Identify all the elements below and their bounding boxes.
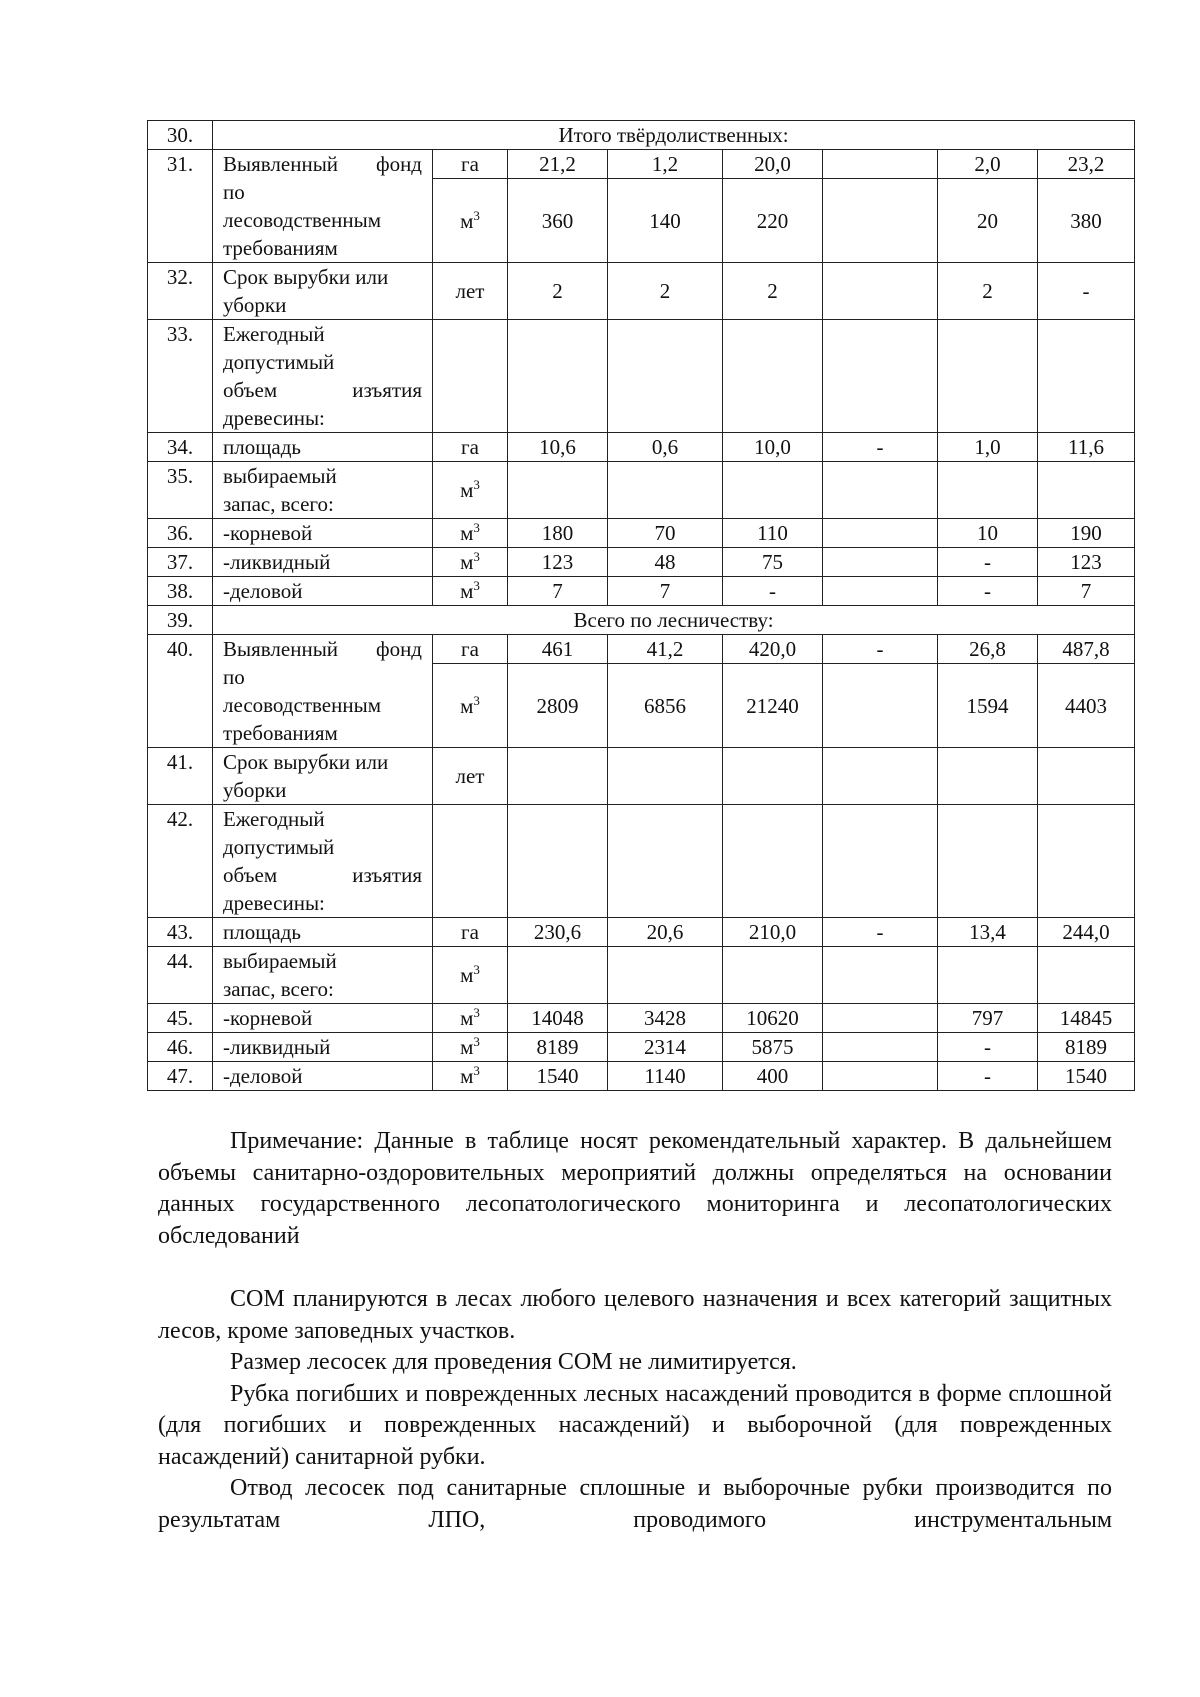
table-row <box>148 947 1135 1004</box>
value-cell: - <box>1038 263 1135 320</box>
row-name-line: площадь <box>223 920 301 944</box>
row-name-cell <box>213 150 433 263</box>
value-cell <box>608 748 723 805</box>
value-cell <box>723 805 823 918</box>
unit-cell <box>433 805 508 918</box>
row-name-cell <box>213 1062 433 1091</box>
value-cell: 420,0 <box>723 635 823 664</box>
value-cell <box>823 1062 938 1091</box>
row-name-cell <box>213 635 433 748</box>
value-cell: 7 <box>508 577 608 606</box>
value-cell: 1594 <box>938 664 1038 748</box>
value-cell <box>823 577 938 606</box>
value-cell: 380 <box>1038 179 1135 263</box>
row-name-line: древесины: <box>223 891 325 915</box>
value-cell <box>1038 320 1135 433</box>
unit-text: м <box>460 693 474 718</box>
section-row <box>148 121 1135 150</box>
row-name-line: запас, всего: <box>223 977 334 1001</box>
value-cell <box>823 664 938 748</box>
row-name-line: -деловой <box>223 579 303 603</box>
unit-text: м <box>460 550 474 574</box>
row-name-line: Выявленный фонд <box>223 152 422 176</box>
value-cell: - <box>938 577 1038 606</box>
unit-text: га <box>461 637 479 661</box>
value-cell: 123 <box>508 548 608 577</box>
unit-cell <box>433 918 508 947</box>
value-cell: 3428 <box>608 1004 723 1033</box>
value-cell: 210,0 <box>723 918 823 947</box>
paragraph-allotment: Отвод лесосек под санитарные сплошные и выборочные рубки производится по результатам ЛПО, проводимого инструментальным <box>158 1475 1112 1533</box>
value-cell <box>508 947 608 1004</box>
row-name-line: Срок вырубки или <box>223 750 389 774</box>
value-cell: 360 <box>508 179 608 263</box>
row-name-cell <box>213 433 433 462</box>
unit-text: м <box>460 1064 474 1088</box>
row-name-line: лесоводственным <box>223 208 381 232</box>
unit-superscript: 3 <box>473 477 480 492</box>
value-cell <box>823 748 938 805</box>
value-cell: - <box>823 635 938 664</box>
value-cell <box>823 263 938 320</box>
value-cell: 220 <box>723 179 823 263</box>
value-cell: 230,6 <box>508 918 608 947</box>
value-cell <box>508 462 608 519</box>
unit-text: м <box>460 208 474 233</box>
paragraph-felling-form: Рубка погибших и поврежденных лесных насаждений проводится в форме сплошной (для погибших и поврежденных насаждений) и выборочной (для поврежденных насаждений) санитарной рубки. <box>158 1380 1112 1470</box>
unit-cell <box>433 320 508 433</box>
value-cell <box>823 1033 938 1062</box>
value-cell: 2,0 <box>938 150 1038 179</box>
value-cell: - <box>823 433 938 462</box>
unit-cell <box>433 748 508 805</box>
unit-text: м <box>460 1006 474 1030</box>
value-cell: 6856 <box>608 664 723 748</box>
row-number: 37. <box>148 548 213 577</box>
unit-text: м <box>460 478 474 502</box>
unit-cell <box>433 179 508 263</box>
row-number: 47. <box>148 1062 213 1091</box>
unit-superscript: 3 <box>473 1063 480 1078</box>
value-cell: 7 <box>608 577 723 606</box>
unit-cell <box>433 263 508 320</box>
row-name-cell <box>213 263 433 320</box>
row-name-cell <box>213 1004 433 1033</box>
value-cell: 1540 <box>1038 1062 1135 1091</box>
value-cell: 487,8 <box>1038 635 1135 664</box>
value-cell: 10 <box>938 519 1038 548</box>
value-cell <box>508 805 608 918</box>
unit-text: м <box>460 1035 474 1059</box>
unit-text: м <box>460 963 474 987</box>
value-cell <box>938 947 1038 1004</box>
section-title: Всего по лесничеству: <box>213 606 1135 635</box>
value-cell: 26,8 <box>938 635 1038 664</box>
table-row <box>148 263 1135 320</box>
value-cell <box>823 548 938 577</box>
value-cell: 10620 <box>723 1004 823 1033</box>
row-name-line: -ликвидный <box>223 1035 331 1059</box>
value-cell: 180 <box>508 519 608 548</box>
value-cell: 13,4 <box>938 918 1038 947</box>
row-name-line: уборки <box>223 293 287 317</box>
row-name-line: требованиям <box>223 721 338 745</box>
value-cell: - <box>823 918 938 947</box>
value-cell: - <box>938 1062 1038 1091</box>
unit-superscript: 3 <box>473 1005 480 1020</box>
value-cell <box>508 748 608 805</box>
row-number: 30. <box>148 121 213 150</box>
value-cell <box>608 320 723 433</box>
unit-superscript: 3 <box>473 962 480 977</box>
value-cell <box>1038 947 1135 1004</box>
value-cell: 48 <box>608 548 723 577</box>
row-name-cell <box>213 462 433 519</box>
row-name-line: Срок вырубки или <box>223 265 389 289</box>
table-row <box>148 548 1135 577</box>
row-number: 45. <box>148 1004 213 1033</box>
value-cell: 1140 <box>608 1062 723 1091</box>
row-name-line: выбираемый <box>223 464 337 488</box>
table-row <box>148 320 1135 433</box>
unit-cell <box>433 433 508 462</box>
section-row <box>148 606 1135 635</box>
value-cell: - <box>938 1033 1038 1062</box>
row-name-cell <box>213 577 433 606</box>
forest-data-table <box>147 120 1135 1091</box>
value-cell: 1540 <box>508 1062 608 1091</box>
row-number: 41. <box>148 748 213 805</box>
value-cell: 1,0 <box>938 433 1038 462</box>
unit-text: га <box>461 920 479 944</box>
row-name-cell <box>213 918 433 947</box>
value-cell: 10,6 <box>508 433 608 462</box>
row-name-cell <box>213 805 433 918</box>
table-row <box>148 577 1135 606</box>
body-text <box>158 1284 1112 1536</box>
row-number: 46. <box>148 1033 213 1062</box>
value-cell: 20,0 <box>723 150 823 179</box>
value-cell: 244,0 <box>1038 918 1135 947</box>
row-name-cell <box>213 748 433 805</box>
table-row <box>148 519 1135 548</box>
value-cell: 400 <box>723 1062 823 1091</box>
unit-superscript: 3 <box>473 520 480 535</box>
row-number: 44. <box>148 947 213 1004</box>
unit-cell <box>433 462 508 519</box>
value-cell: 41,2 <box>608 635 723 664</box>
row-name-line: выбираемый <box>223 949 337 973</box>
table-row <box>148 748 1135 805</box>
value-cell: 11,6 <box>1038 433 1135 462</box>
value-cell: - <box>938 548 1038 577</box>
value-cell: 5875 <box>723 1033 823 1062</box>
row-number: 42. <box>148 805 213 918</box>
value-cell: 10,0 <box>723 433 823 462</box>
value-cell <box>938 462 1038 519</box>
value-cell: 21,2 <box>508 150 608 179</box>
value-cell <box>823 320 938 433</box>
unit-text: лет <box>455 279 485 303</box>
value-cell: - <box>723 577 823 606</box>
unit-cell <box>433 548 508 577</box>
value-cell: 2 <box>508 263 608 320</box>
value-cell: 23,2 <box>1038 150 1135 179</box>
unit-superscript: 3 <box>473 207 480 223</box>
value-cell: 2809 <box>508 664 608 748</box>
row-name-line: требованиям <box>223 236 338 260</box>
row-number: 36. <box>148 519 213 548</box>
row-number: 34. <box>148 433 213 462</box>
row-name-line: запас, всего: <box>223 492 334 516</box>
row-number: 40. <box>148 635 213 748</box>
value-cell: 2 <box>723 263 823 320</box>
value-cell: 8189 <box>508 1033 608 1062</box>
value-cell <box>823 150 938 179</box>
value-cell: 2 <box>938 263 1038 320</box>
row-number: 43. <box>148 918 213 947</box>
unit-superscript: 3 <box>473 578 480 593</box>
value-cell: 2314 <box>608 1033 723 1062</box>
unit-cell <box>433 1033 508 1062</box>
unit-text: лет <box>455 764 485 788</box>
value-cell <box>508 320 608 433</box>
table-row <box>148 1004 1135 1033</box>
unit-text: м <box>460 521 474 545</box>
table-row <box>148 805 1135 918</box>
unit-text: м <box>460 579 474 603</box>
value-cell: 140 <box>608 179 723 263</box>
row-name-line: -корневой <box>223 521 313 545</box>
unit-cell <box>433 519 508 548</box>
value-cell: 70 <box>608 519 723 548</box>
row-name-line: -ликвидный <box>223 550 331 574</box>
value-cell: 0,6 <box>608 433 723 462</box>
value-cell <box>723 947 823 1004</box>
row-number: 33. <box>148 320 213 433</box>
value-cell <box>823 179 938 263</box>
value-cell <box>823 805 938 918</box>
value-cell <box>723 320 823 433</box>
row-name-line: древесины: <box>223 406 325 430</box>
unit-cell <box>433 664 508 748</box>
row-name-cell <box>213 947 433 1004</box>
value-cell <box>1038 748 1135 805</box>
value-cell: 2 <box>608 263 723 320</box>
value-cell <box>823 462 938 519</box>
value-cell: 21240 <box>723 664 823 748</box>
row-name-line: лесоводственным <box>223 693 381 717</box>
unit-cell <box>433 1004 508 1033</box>
value-cell: 20 <box>938 179 1038 263</box>
value-cell <box>938 805 1038 918</box>
unit-cell <box>433 947 508 1004</box>
unit-superscript: 3 <box>473 549 480 564</box>
row-name-cell <box>213 519 433 548</box>
paragraph-cutting-area-size: Размер лесосек для проведения СОМ не лимитируется. <box>230 1349 797 1375</box>
row-name-line: допустимый <box>223 350 335 374</box>
table-row <box>148 1062 1135 1091</box>
note-paragraph-block <box>158 1126 1112 1252</box>
unit-cell <box>433 635 508 664</box>
value-cell: 8189 <box>1038 1033 1135 1062</box>
table-row <box>148 433 1135 462</box>
row-number: 38. <box>148 577 213 606</box>
value-cell <box>823 947 938 1004</box>
row-name-line: Ежегодный <box>223 322 325 346</box>
value-cell: 110 <box>723 519 823 548</box>
row-name-cell <box>213 320 433 433</box>
value-cell: 797 <box>938 1004 1038 1033</box>
row-name-line: уборки <box>223 778 287 802</box>
value-cell <box>608 462 723 519</box>
value-cell: 123 <box>1038 548 1135 577</box>
value-cell <box>723 748 823 805</box>
value-cell: 14048 <box>508 1004 608 1033</box>
row-name-cell <box>213 548 433 577</box>
row-name-line: Выявленный фонд <box>223 637 422 661</box>
value-cell <box>1038 462 1135 519</box>
row-number: 31. <box>148 150 213 263</box>
value-cell: 461 <box>508 635 608 664</box>
table-body <box>148 121 1135 1091</box>
paragraph-som-planning: СОМ планируются в лесах любого целевого назначения и всех категорий защитных лесов, кроме заповедных участков. <box>158 1286 1112 1344</box>
row-name-line: объем изъятия <box>223 863 422 887</box>
value-cell: 1,2 <box>608 150 723 179</box>
value-cell: 190 <box>1038 519 1135 548</box>
row-name-line: по <box>223 180 245 204</box>
unit-superscript: 3 <box>473 1034 480 1049</box>
value-cell: 14845 <box>1038 1004 1135 1033</box>
table-row <box>148 635 1135 664</box>
value-cell: 4403 <box>1038 664 1135 748</box>
row-name-line: -корневой <box>223 1006 313 1030</box>
value-cell <box>723 462 823 519</box>
section-title: Итого твёрдолиственных: <box>213 121 1135 150</box>
value-cell: 75 <box>723 548 823 577</box>
unit-cell <box>433 1062 508 1091</box>
unit-text: га <box>461 152 479 176</box>
row-name-line: по <box>223 665 245 689</box>
row-name-line: -деловой <box>223 1064 303 1088</box>
value-cell <box>938 748 1038 805</box>
value-cell <box>608 947 723 1004</box>
table-row <box>148 462 1135 519</box>
value-cell: 20,6 <box>608 918 723 947</box>
value-cell <box>938 320 1038 433</box>
table-row <box>148 150 1135 179</box>
table-row <box>148 918 1135 947</box>
row-number: 35. <box>148 462 213 519</box>
unit-cell <box>433 577 508 606</box>
value-cell: 7 <box>1038 577 1135 606</box>
row-number: 39. <box>148 606 213 635</box>
unit-cell <box>433 150 508 179</box>
row-name-cell <box>213 1033 433 1062</box>
note-paragraph: Примечание: Данные в таблице носят рекомендательный характер. В дальнейшем объемы санитарно-оздоровительных мероприятий должны определяться на основании данных государственного лесопатологического мониторинга и лесопатологических обследований <box>158 1128 1112 1249</box>
row-name-line: объем изъятия <box>223 378 422 402</box>
row-name-line: Ежегодный <box>223 807 325 831</box>
row-number: 32. <box>148 263 213 320</box>
table-row <box>148 1033 1135 1062</box>
value-cell <box>823 1004 938 1033</box>
value-cell <box>1038 805 1135 918</box>
unit-superscript: 3 <box>473 692 480 708</box>
row-name-line: площадь <box>223 435 301 459</box>
row-name-line: допустимый <box>223 835 335 859</box>
unit-text: га <box>461 435 479 459</box>
value-cell <box>823 519 938 548</box>
value-cell <box>608 805 723 918</box>
